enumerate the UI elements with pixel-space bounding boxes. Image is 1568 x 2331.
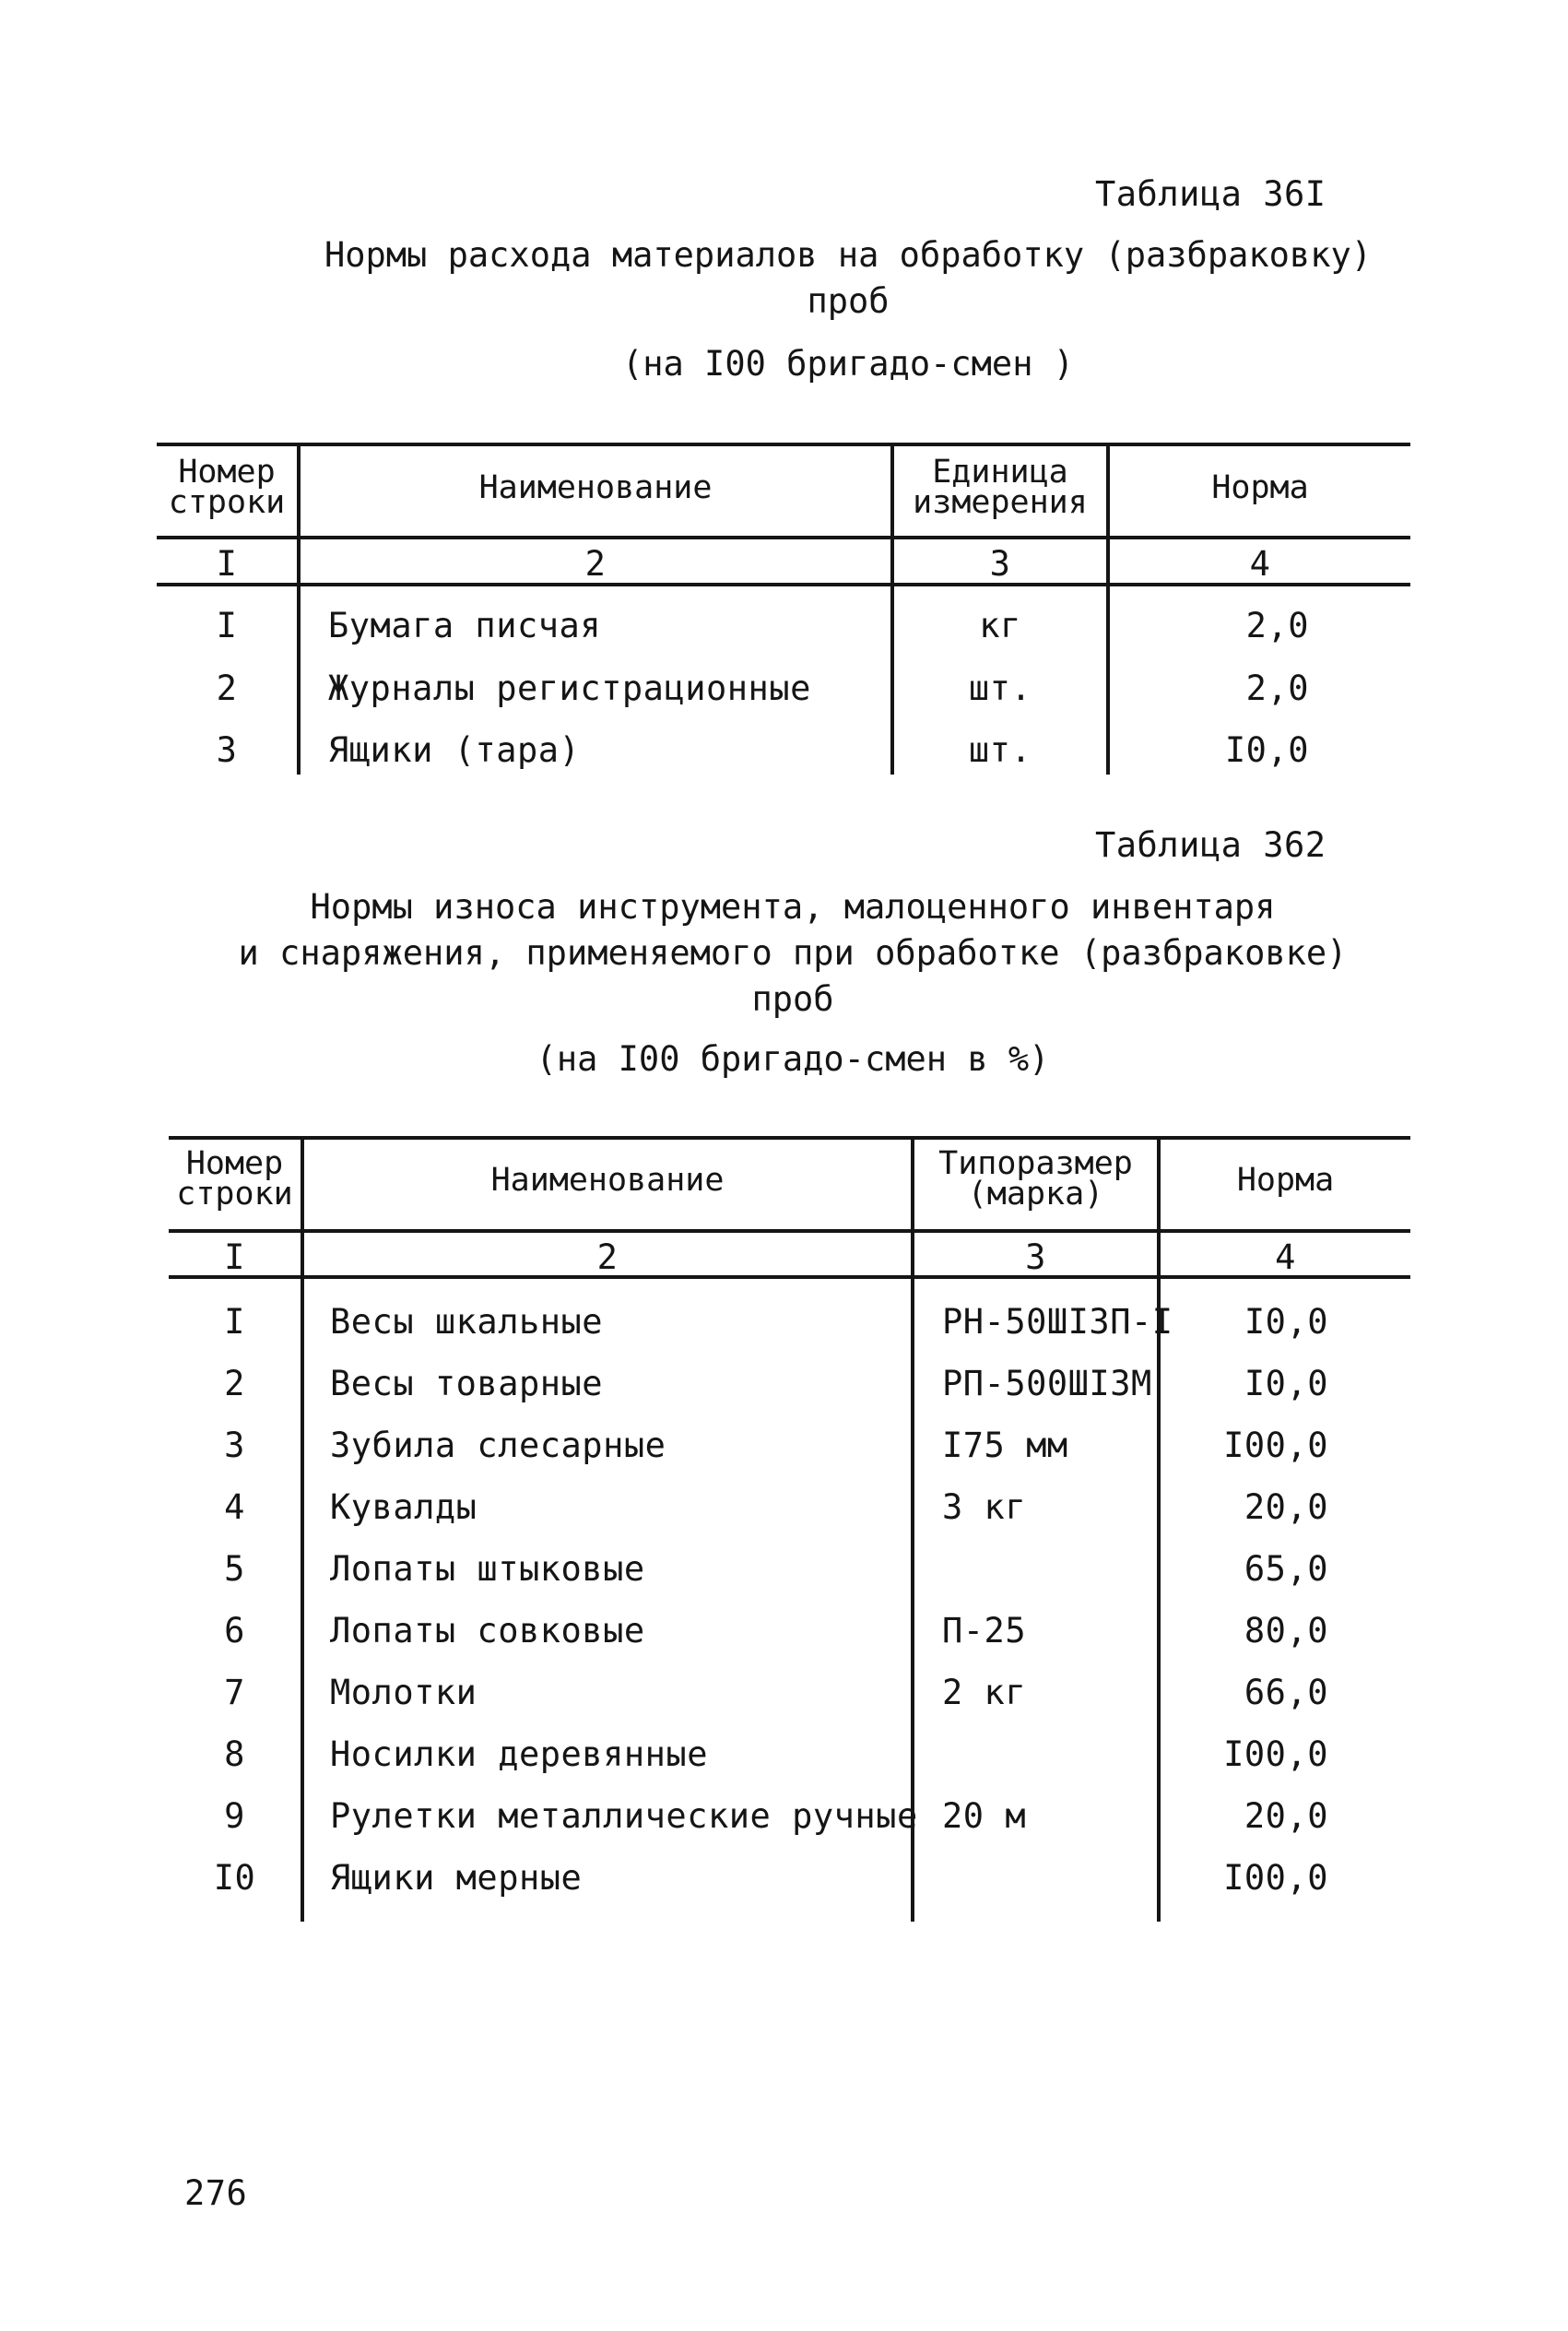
row-number: 3: [216, 730, 238, 770]
item-norm: 20,0: [1244, 1796, 1328, 1836]
item-norm: I0,0: [1224, 730, 1309, 770]
column-header-row-number: Номер строки: [168, 454, 286, 522]
table-rule: [157, 536, 1410, 539]
row-number: 6: [224, 1611, 245, 1651]
row-number: 4: [224, 1487, 245, 1527]
column-number: 3: [989, 544, 1011, 584]
item-size: I75 мм: [942, 1426, 1068, 1465]
row-number: 8: [224, 1734, 245, 1774]
table-label: Таблица 362: [1095, 825, 1326, 865]
item-name: Кувалды: [330, 1487, 477, 1527]
item-size: П-25: [942, 1611, 1027, 1651]
row-number: I: [224, 1302, 245, 1342]
item-unit: шт.: [968, 669, 1032, 708]
item-norm: 2,0: [1245, 606, 1309, 645]
table-title: Нормы износа инструмента, малоценного инвентаря: [310, 887, 1276, 927]
column-header-norm: Норма: [1236, 1162, 1335, 1199]
table-rule: [169, 1229, 1410, 1233]
column-header-unit: Единица измерения: [913, 454, 1088, 522]
row-number: 7: [224, 1673, 245, 1712]
item-size: 20 м: [942, 1796, 1027, 1836]
column-number: 4: [1275, 1237, 1296, 1277]
table-label: Таблица 36I: [1095, 174, 1326, 214]
item-norm: I00,0: [1223, 1734, 1328, 1774]
row-number: 2: [216, 669, 238, 708]
row-number: I0: [213, 1858, 256, 1898]
column-header-norm: Норма: [1211, 469, 1309, 506]
column-number: 2: [584, 544, 607, 584]
table-title: и снаряжения, применяемого при обработке (разбраковке): [238, 933, 1348, 973]
item-name: Зубила слесарные: [330, 1426, 666, 1465]
item-norm: 20,0: [1244, 1487, 1328, 1527]
table-subtitle: (на I00 бригадо-смен в %): [536, 1039, 1050, 1079]
column-header-name: Наименование: [478, 469, 713, 506]
item-norm: 80,0: [1244, 1611, 1328, 1651]
item-size: РП-500ШІЗМ: [942, 1364, 1152, 1403]
item-name: Весы шкальные: [330, 1302, 604, 1342]
table-subtitle: (на I00 бригадо-смен ): [621, 344, 1075, 384]
item-norm: I00,0: [1223, 1858, 1328, 1898]
item-norm: I00,0: [1223, 1426, 1328, 1465]
page-number: 276: [184, 2173, 248, 2213]
item-norm: 65,0: [1244, 1549, 1328, 1589]
table-rule: [169, 1136, 1410, 1140]
item-unit: кг: [979, 606, 1021, 645]
item-size: 3 кг: [942, 1487, 1027, 1527]
column-number: 3: [1025, 1237, 1046, 1277]
table-title: проб: [751, 979, 834, 1019]
item-name: Бумага писчая: [328, 606, 602, 645]
item-name: Молотки: [330, 1673, 477, 1712]
row-number: 9: [224, 1796, 245, 1836]
item-name: Ящики (тара): [328, 730, 581, 770]
column-number: I: [216, 544, 238, 584]
item-norm: 2,0: [1245, 669, 1309, 708]
item-unit: шт.: [968, 730, 1032, 770]
column-header-row-number: Номер строки: [176, 1145, 293, 1213]
item-norm: I0,0: [1244, 1364, 1328, 1403]
item-name: Лопаты штыковые: [330, 1549, 645, 1589]
table-title: проб: [807, 281, 890, 321]
row-number: 5: [224, 1549, 245, 1589]
item-name: Носилки деревянные: [330, 1734, 708, 1774]
item-norm: I0,0: [1244, 1302, 1328, 1342]
item-name: Журналы регистрационные: [328, 669, 811, 708]
column-header-name: Наименование: [490, 1162, 725, 1199]
row-number: 3: [224, 1426, 245, 1465]
row-number: 2: [224, 1364, 245, 1403]
table-rule: [157, 443, 1410, 446]
column-number: 4: [1249, 544, 1271, 584]
item-name: Рулетки металлические ручные: [330, 1796, 918, 1836]
column-header-size: Типоразмер (марка): [938, 1145, 1133, 1213]
row-number: I: [216, 606, 238, 645]
table-rule: [157, 583, 1410, 586]
table-rule: [169, 1275, 1410, 1279]
item-name: Лопаты совковые: [330, 1611, 645, 1651]
item-size: 2 кг: [942, 1673, 1027, 1712]
item-size: РН-50ШІЗП-I: [942, 1302, 1173, 1342]
column-number: I: [224, 1237, 245, 1277]
item-name: Ящики мерные: [330, 1858, 583, 1898]
table-title: Нормы расхода материалов на обработку (разбраковку): [324, 235, 1373, 275]
item-norm: 66,0: [1244, 1673, 1328, 1712]
item-name: Весы товарные: [330, 1364, 604, 1403]
column-number: 2: [596, 1237, 619, 1277]
